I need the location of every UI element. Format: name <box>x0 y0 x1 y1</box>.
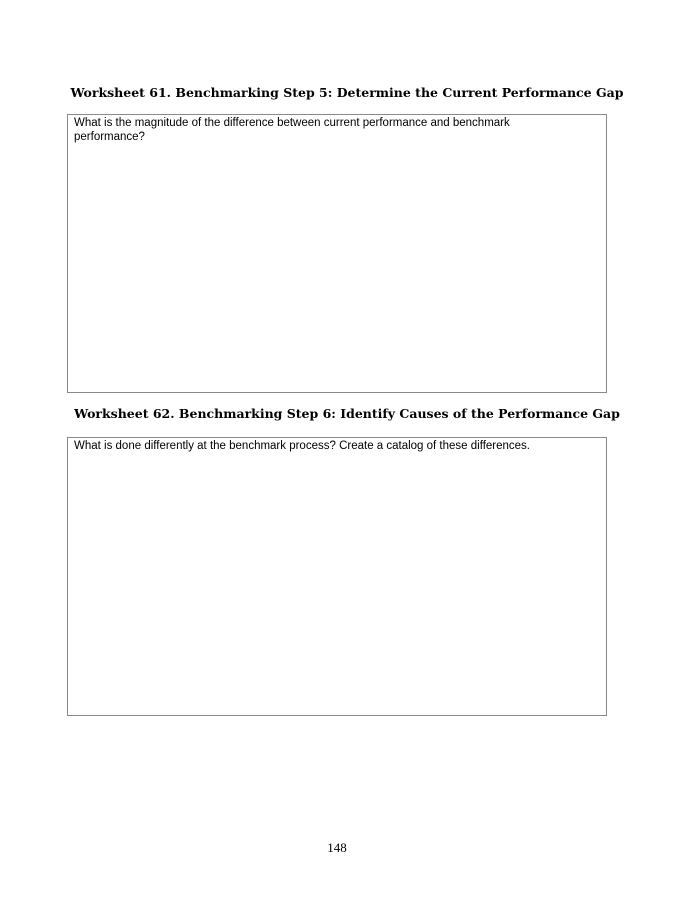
page-number: 148 <box>327 840 347 855</box>
worksheet-61-answer-box[interactable] <box>67 114 607 393</box>
worksheet-61-prompt: What is the magnitude of the difference between current performance and benchmark performance? <box>74 117 510 143</box>
worksheet-62-prompt: What is done differently at the benchmark process? Create a catalog of these differences. <box>74 440 531 452</box>
worksheet-61-title: Worksheet 61. Benchmarking Step 5: Determine the Current Performance Gap <box>70 85 624 100</box>
worksheet-62-answer-box[interactable] <box>67 437 607 716</box>
worksheet-62-title: Worksheet 62. Benchmarking Step 6: Identify Causes of the Performance Gap <box>74 406 620 421</box>
